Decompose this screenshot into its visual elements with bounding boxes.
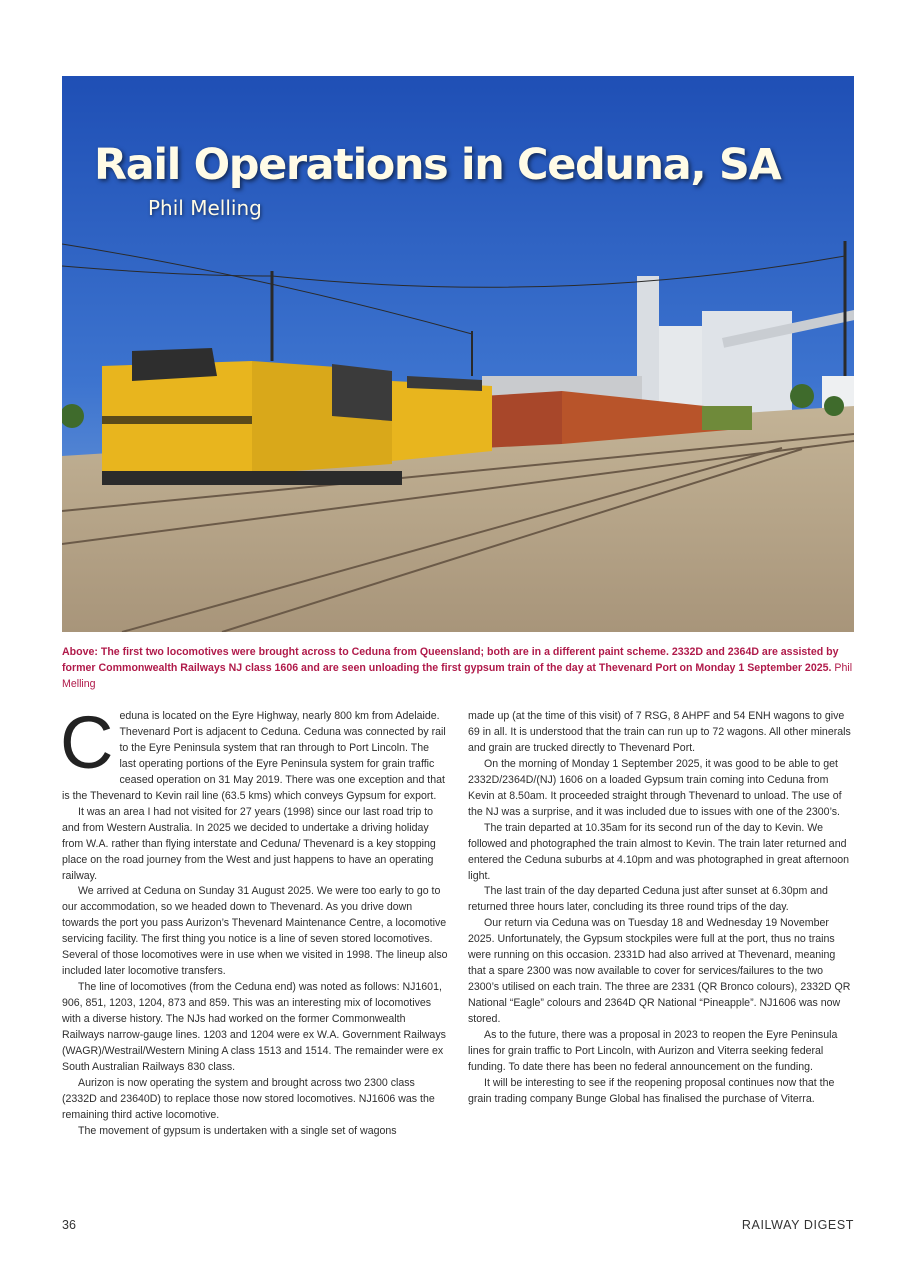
caption-text: The first two locomotives were brought across to Ceduna from Queensland; both are in a different paint scheme. 2332D and 2364D are assisted by former Commonwealth Railways NJ class 1606 and are seen unloading the first gypsum train of the day at Thevenard Port on Monday 1 September 2025. bbox=[62, 646, 839, 674]
paragraph: It will be interesting to see if the reopening proposal continues now that the grain trading company Bunge Global has finalised the purchase of Viterra. bbox=[468, 1076, 835, 1105]
paragraph: It was an area I had not visited for 27 years (1998) since our last road trip to and from Western Australia. In 2025 we decided to undertake a driving holiday from W.A. rather than flying interstate and Ceduna/ Thevenard is a key stopping place on the road journey from the West and just happens to have an operating railway. bbox=[62, 805, 436, 882]
article-title: Rail Operations in Ceduna, SA bbox=[94, 140, 781, 190]
magazine-name: RAILWAY DIGEST bbox=[741, 1218, 854, 1232]
body-column-left bbox=[60, 701, 448, 1140]
paragraph: The train departed at 10.35am for its second run of the day to Kevin. We followed and photographed the train almost to Kevin. The train later returned and entered the Ceduna suburbs at 4.10pm and was photographed in great afternoon light. bbox=[468, 821, 850, 882]
paragraph: The movement of gypsum is undertaken with a single set of wagons bbox=[78, 1124, 397, 1137]
body-column-right bbox=[468, 709, 854, 1108]
paragraph: The line of locomotives (from the Ceduna end) was noted as follows: NJ1601, 906, 851, 1203, 1204, 873 and 859. This was an interesting mix of locomotives with a diverse history. The NJs had worked on the former Commonwealth Railways narrow-gauge lines. 1203 and 1204 were ex W.A. Government Railways (WAGR)/Westrail/Western Mining A class 1513 and 1514. The remainder were ex South Australian Railways 830 class. bbox=[62, 981, 446, 1073]
hero-photo bbox=[62, 76, 854, 632]
paragraph: On the morning of Monday 1 September 2025, it was good to be able to get 2332D/2364D/(NJ) 1606 on a loaded Gypsum train coming into Ceduna from Kevin at 8.50am. It proceeded straight through Thevenard to unload. The use of the NJ was a surprise, and it was included due to issues with one of the 2300’s. bbox=[468, 757, 842, 818]
photo-caption bbox=[62, 644, 854, 692]
page-number: 36 bbox=[62, 1218, 76, 1232]
caption-lead: Above: bbox=[62, 646, 98, 658]
caption-credit: Phil Melling bbox=[62, 662, 853, 690]
paragraph: The last train of the day departed Ceduna just after sunset at 6.30pm and returned three hours later, concluding its three round trips of the day. bbox=[468, 885, 828, 914]
paragraph: Ceduna is located on the Eyre Highway, nearly 800 km from Adelaide. Thevenard Port is adjacent to Ceduna. Ceduna was connected by rail to the Eyre Peninsula system that ran through to Port Lincoln. The last operating portions of the Eyre Peninsula system for grain traffic ceased operation on 31 May 2019. There was one exception and that is the Thevenard to Kevin rail line (63.5 kms) which conveys Gypsum for export. bbox=[60, 701, 446, 802]
drop-cap: C bbox=[60, 701, 114, 784]
paragraph: Aurizon is now operating the system and brought across two 2300 class (2332D and 23640D) to replace those now stored locomotives. NJ1606 was the remaining third active locomotive. bbox=[62, 1076, 435, 1121]
paragraph: Our return via Ceduna was on Tuesday 18 and Wednesday 19 November 2025. Unfortunately, the Gypsum stockpiles were full at the port, thus no trains were running on this occasion. 2331D had also arrived at Thevenard, meaning that a spare 2300 was now available to cover for services/failures to the two 2300’s utilised on each train. The three are 2331 (QR Bronco colours), 2332D QR National “Eagle” colours and 2364D QR National “Pineapple”. NJ1606 was now stored. bbox=[468, 917, 851, 1026]
paragraph: As to the future, there was a proposal in 2023 to reopen the Eyre Peninsula lines for grain traffic to Port Lincoln, with Aurizon and Viterra seeking federal funding. To date there has been no federal announcement on the funding. bbox=[468, 1029, 838, 1073]
article-author: Phil Melling bbox=[148, 196, 262, 220]
paragraph: We arrived at Ceduna on Sunday 31 August 2025. We were too early to go to our accommodation, so we headed down to Thevenard. As you drive down towards the port you pass Aurizon’s Thevenard Maintenance Centre, a locomotive servicing facility. The first thing you notice is a line of seven stored locomotives. Several of those locomotives were in use when we visited in 1998. The lineup also included later locomotive transfers. bbox=[62, 885, 448, 978]
paragraph: made up (at the time of this visit) of 7 RSG, 8 AHPF and 54 ENH wagons to give 69 in all. It is understood that the train can run up to 72 wagons. All other minerals and grain are trucked directly to Thevenard Port. bbox=[468, 710, 851, 754]
